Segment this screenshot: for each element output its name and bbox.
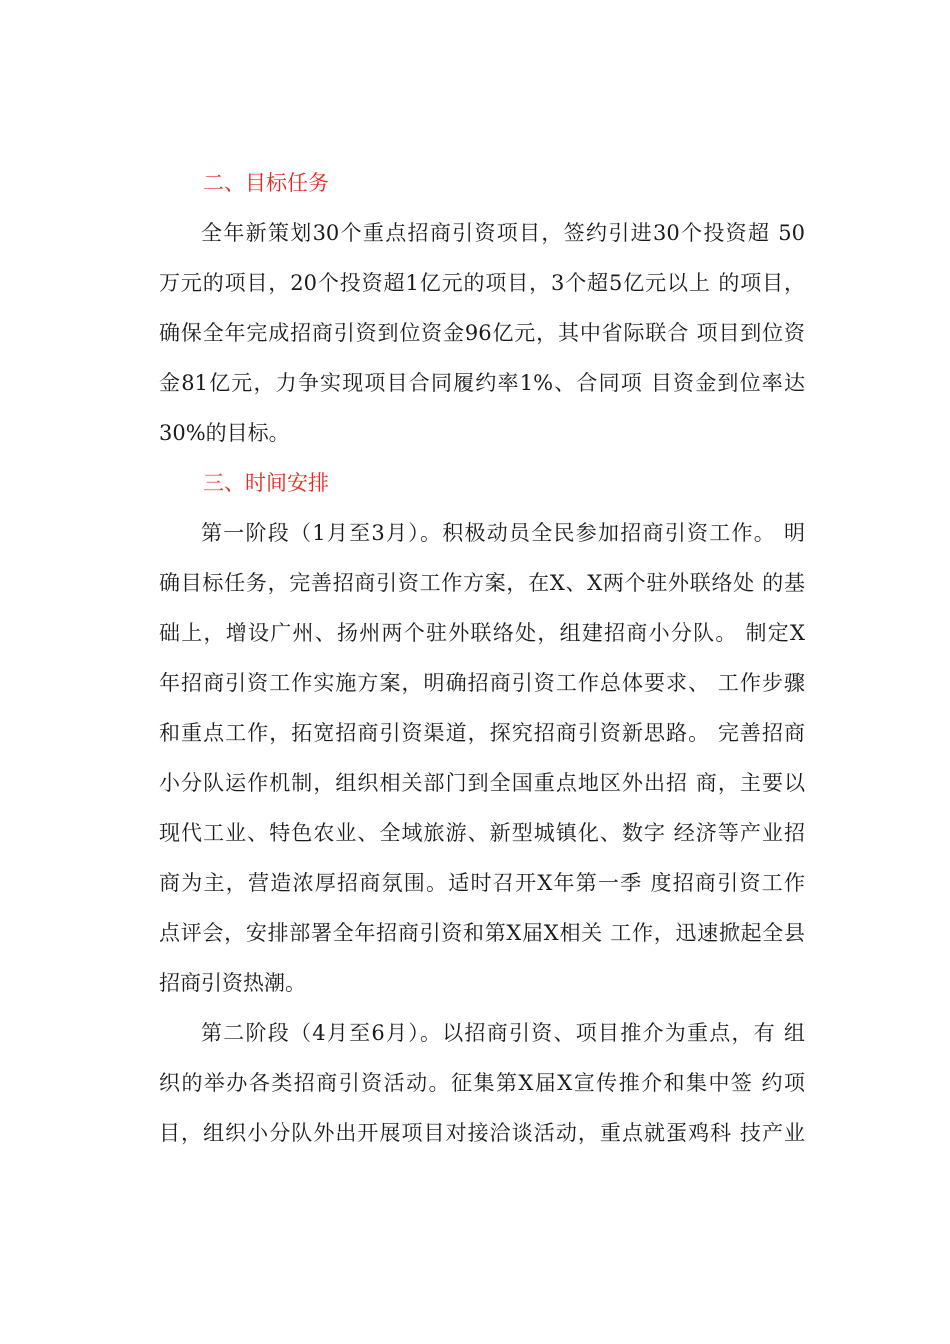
paragraph-line: 确保全年完成招商引资到位资金96亿元，其中省际联合 项目到位资: [159, 321, 805, 345]
section-heading-schedule: 三、时间安排: [203, 471, 329, 495]
paragraph-line: 础上，增设广州、扬州两个驻外联络处，组建招商小分队。 制定X: [159, 621, 805, 645]
paragraph-line: 招商引资热潮。: [159, 971, 306, 995]
paragraph-line: 金81亿元，力争实现项目合同履约率1%、合同项 目资金到位率达: [159, 371, 805, 395]
paragraph-phase-two: [159, 1008, 805, 1158]
paragraph-line: 30%的目标。: [159, 421, 290, 445]
paragraph-line: 商为主，营造浓厚招商氛围。适时召开X年第一季 度招商引资工作: [159, 871, 805, 895]
paragraph-line: 现代工业、特色农业、全域旅游、新型城镇化、数字 经济等产业招: [159, 821, 805, 845]
document-body: [159, 158, 805, 1158]
paragraph-line: 第一阶段（1月至3月）。积极动员全民参加招商引资工作。 明: [201, 521, 805, 545]
paragraph-line: 目，组织小分队外出开展项目对接洽谈活动，重点就蛋鸡科 技产业: [159, 1121, 805, 1145]
paragraph-line: 确目标任务，完善招商引资工作方案，在X、X两个驻外联络处 的基: [159, 571, 805, 595]
section-heading-goals: 二、目标任务: [203, 171, 329, 195]
paragraph-line: 全年新策划30个重点招商引资项目，签约引进30个投资超 50: [201, 221, 805, 245]
paragraph-goals: [159, 208, 805, 458]
paragraph-line: 年招商引资工作实施方案，明确招商引资工作总体要求、 工作步骤: [159, 671, 805, 695]
paragraph-phase-one: [159, 508, 805, 1008]
paragraph-line: 万元的项目，20个投资超1亿元的项目，3个超5亿元以上 的项目，: [159, 271, 805, 295]
paragraph-line: 第二阶段（4月至6月）。以招商引资、项目推介为重点，有 组: [201, 1021, 805, 1045]
paragraph-line: 小分队运作机制，组织相关部门到全国重点地区外出招 商，主要以: [159, 771, 805, 795]
paragraph-line: 点评会，安排部署全年招商引资和第X届X相关 工作，迅速掀起全县: [159, 921, 805, 945]
paragraph-line: 织的举办各类招商引资活动。征集第X届X宣传推介和集中签 约项: [159, 1071, 805, 1095]
paragraph-line: 和重点工作，拓宽招商引资渠道，探究招商引资新思路。 完善招商: [159, 721, 805, 745]
